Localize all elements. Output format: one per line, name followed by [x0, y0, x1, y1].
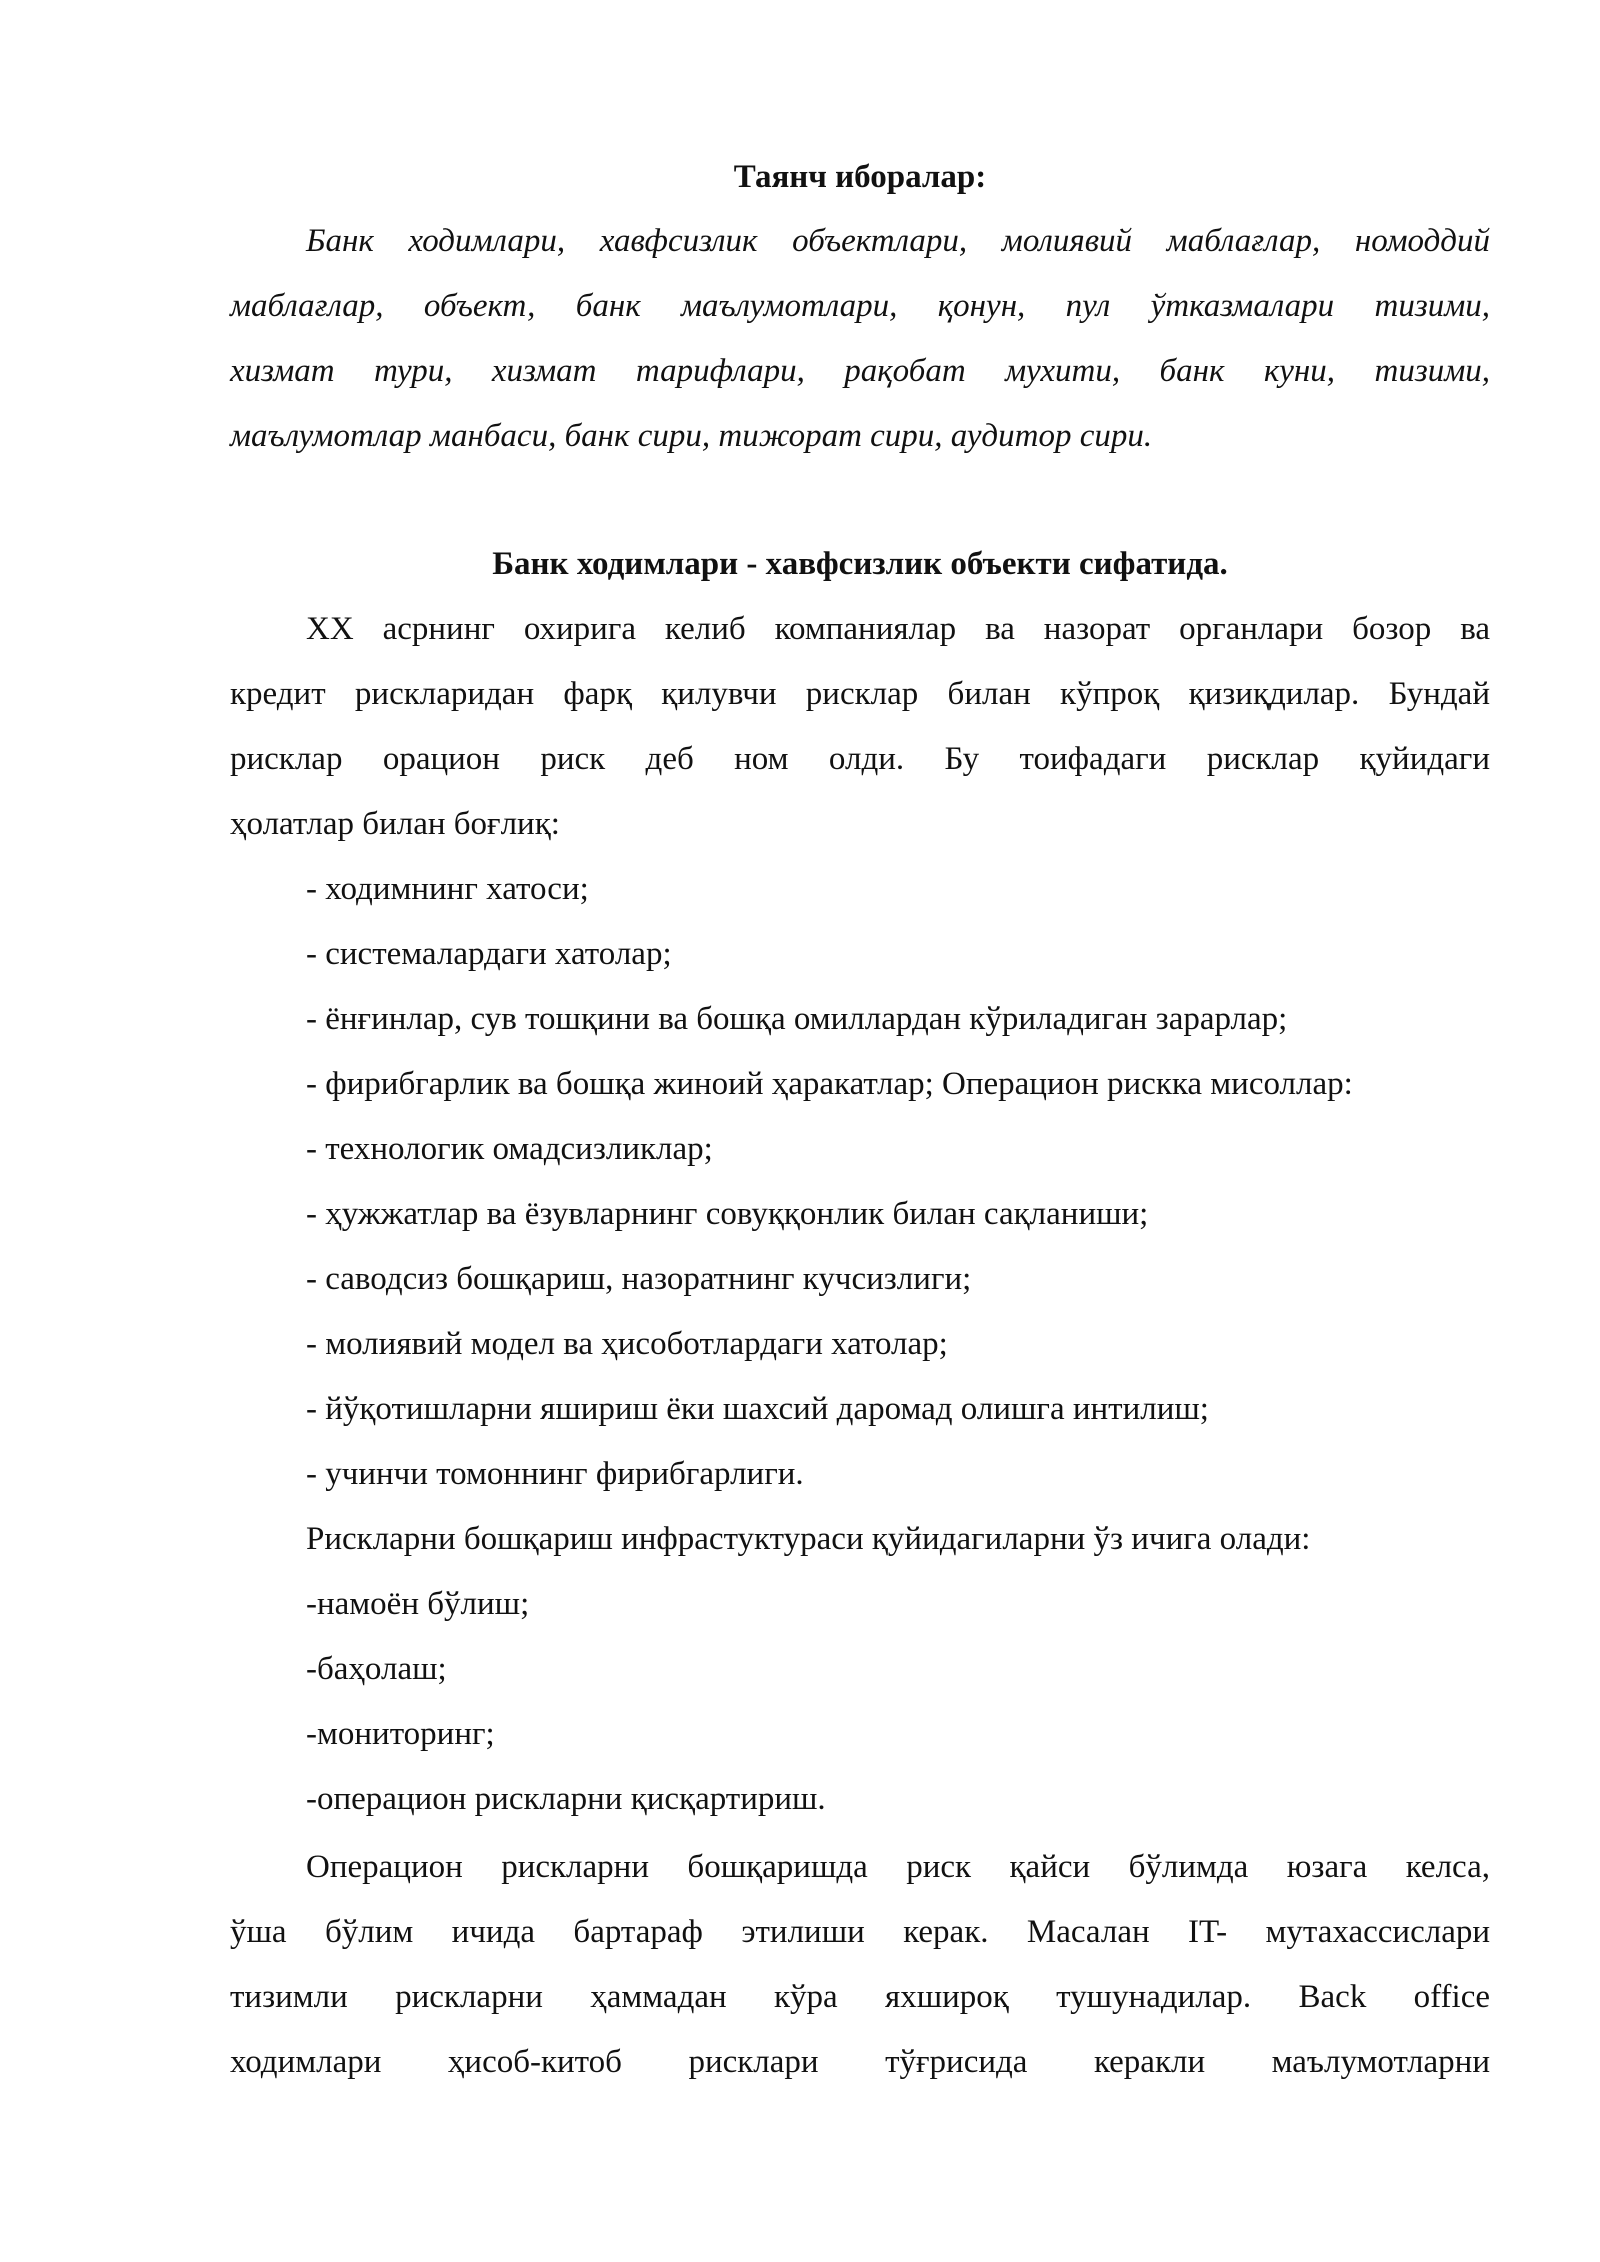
paragraph-line: XX асрнинг охирига келиб компаниялар ва назорат органлари бозор ва [306, 611, 1490, 647]
paragraph-line: рисклар орацион риск деб ном олди. Бу тоифадаги рисклар қуйидаги [230, 741, 1490, 777]
closing-line: Операцион рискларни бошқаришда риск қайси бўлимда юзага келса, [306, 1849, 1490, 1885]
infra-item: -мониторинг; [306, 1716, 495, 1752]
list-item: - молиявий модел ва ҳисоботлардаги хатолар; [306, 1326, 948, 1362]
infra-item: -операцион рискларни қисқартириш. [306, 1781, 826, 1817]
keywords-line: маълумотлар манбаси, банк сири, тижорат сири, аудитор сири. [230, 418, 1153, 454]
keywords-line: маблағлар, объект, банк маълумотлари, қонун, пул ўтказмалари тизими, [230, 288, 1490, 324]
list-item: - ёнғинлар, сув тошқини ва бошқа омиллардан кўриладиган зарарлар; [306, 1001, 1288, 1037]
paragraph-line: ҳолатлар билан боғлиқ: [230, 806, 560, 842]
infra-item: -баҳолаш; [306, 1651, 447, 1687]
closing-line: тизимли рискларни ҳаммадан кўра яхшироқ тушунадилар. Back office [230, 1979, 1490, 2015]
list-item: - фирибгарлик ва бошқа жиноий ҳаракатлар; Операцион рискка мисоллар: [306, 1066, 1353, 1102]
document-page [230, 0, 1490, 2262]
list-item: - ҳужжатлар ва ёзувларнинг совуққонлик билан сақланиши; [306, 1196, 1149, 1232]
list-item: - йўқотишларни яшириш ёки шахсий даромад олишга интилиш; [306, 1391, 1209, 1427]
section-title: Банк ходимлари - хавфсизлик объекти сифатида. [492, 546, 1228, 582]
closing-line: ходимлари ҳисоб-китоб рисклари тўғрисида керакли маълумотларни [230, 2044, 1490, 2080]
infra-item: -намоён бўлиш; [306, 1586, 530, 1622]
infra-intro: Рискларни бошқариш инфрастуктураси қуйидагиларни ўз ичига олади: [306, 1521, 1311, 1557]
list-item: - системалардаги хатолар; [306, 936, 672, 972]
list-item: - саводсиз бошқариш, назоратнинг кучсизлиги; [306, 1261, 972, 1297]
keywords-line: хизмат тури, хизмат тарифлари, рақобат мухити, банк куни, тизими, [230, 353, 1490, 389]
keywords-line: Банк ходимлари, хавфсизлик объектлари, молиявий маблағлар, номоддий [306, 223, 1490, 259]
closing-line: ўша бўлим ичида бартараф этилиши керак. Масалан IT- мутахассислари [230, 1914, 1490, 1950]
list-item: - учинчи томоннинг фирибгарлиги. [306, 1456, 804, 1492]
keywords-heading: Таянч иборалар: [733, 159, 987, 195]
list-item: - ходимнинг хатоси; [306, 871, 589, 907]
paragraph-line: кредит рискларидан фарқ қилувчи рисклар билан кўпроқ қизиқдилар. Бундай [230, 676, 1490, 712]
list-item: - технологик омадсизликлар; [306, 1131, 713, 1167]
